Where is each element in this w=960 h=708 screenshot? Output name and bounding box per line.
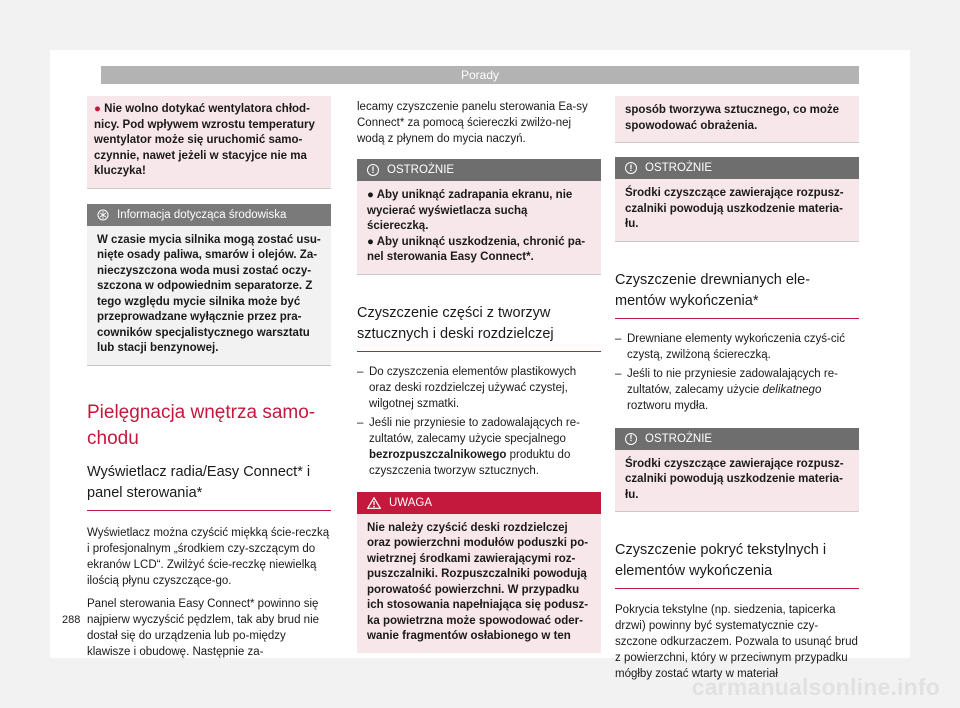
warning-box-header bbox=[357, 492, 601, 514]
bullet-icon: ● bbox=[367, 235, 377, 248]
list-item-text: Drewniane elementy wykończenia czyś-cić czystą, zwilżoną ściereczką. bbox=[627, 332, 845, 361]
caution-bullet-2 bbox=[367, 235, 591, 266]
caution-box-2-title: OSTROŻNIE bbox=[645, 162, 713, 174]
column-2 bbox=[357, 99, 601, 653]
paragraph-textile-cleaning: Pokrycia tekstylne (np. siedzenia, tapicerka drzwi) powinny być systematycznie czy-szczone odkurzaczem. Pozwala to usunąć brud z powierzchni, który w przeciwnym przypadku mógłby zostać wtarty w materiał bbox=[615, 604, 858, 680]
environment-icon bbox=[97, 209, 109, 221]
caution-box-1-body bbox=[357, 181, 601, 275]
warning-box-continued bbox=[87, 96, 331, 189]
column-1 bbox=[87, 96, 331, 660]
list-item bbox=[357, 364, 601, 412]
caution-icon: ! bbox=[367, 164, 379, 176]
paragraph-panel-continued: lecamy czyszczenie panelu sterowania Ea-sy Connect* za pomocą ściereczki zwilżo-nej wodą z płynem do mycia naczyń. bbox=[357, 101, 588, 145]
warning-triangle-icon bbox=[367, 497, 381, 509]
subsection-heading-plastics: Czyszczenie części z tworzyw sztucznych i deski rozdzielczej bbox=[357, 303, 601, 352]
caution-box-2-body: Środki czyszczące zawierające rozpusz-czalniki powodują uszkodzenie materia-łu. bbox=[615, 179, 859, 242]
page-number: 288 bbox=[62, 614, 81, 626]
warning-box-body: Nie należy czyścić deski rozdzielczej oraz powierzchni modułów poduszki po-wietrznej środkami zawierającymi roz-puszczalniki. Rozpuszczalniki powodują porowatość powierzchni. W przypadku ich stosowania napełniająca się podusz-ka powietrzna może spowodować oder-wanie fragmentów osłabionego w ten bbox=[357, 514, 601, 653]
environment-box-body: W czasie mycia silnika mogą zostać usu-nięte osady paliwa, smarów i olejów. Za-nieczyszczona woda musi zostać oczy-szczona w odpowiednim separatorze. Z tego względu mycie silnika może być przeprowadzane wyłącznie przez pra-cowników specjalistycznego warsztatu lub stacji benzynowej. bbox=[87, 226, 331, 366]
dash-marker: – bbox=[615, 367, 622, 380]
dash-marker: – bbox=[615, 332, 622, 345]
environment-box bbox=[87, 204, 331, 366]
caution-bullet-1 bbox=[367, 188, 591, 235]
bullet-icon: ● bbox=[94, 103, 101, 115]
list-item-text bbox=[627, 366, 859, 414]
paragraph-display-cleaning: Wyświetlacz można czyścić miękką ście-reczką i profesjonalnym „środkiem czy-szczącym do ekranów LCD“. Zwilżyć ście-reczkę niewielką ilością płynu czyszczące-go. bbox=[87, 526, 330, 587]
caution-box-3-title: OSTROŻNIE bbox=[645, 432, 713, 445]
list-item-text-part: Jeśli nie przyniesie to zadowalających re-zultatów, zalecamy użycie specjalnego bbox=[369, 416, 580, 445]
list-item bbox=[357, 415, 601, 479]
bullet-icon: ● bbox=[367, 189, 377, 201]
paragraph-panel-cleaning: Panel sterowania Easy Connect* powinno się najpierw wyczyścić pędzlem, tak aby brud nie dostał się do urządzenia lub po-między klawisze i obudowę. Następnie za- bbox=[87, 597, 320, 658]
watermark: carmanualsonline.info bbox=[691, 674, 940, 700]
caution-box-3 bbox=[615, 428, 859, 513]
caution-bullet-1-text: Aby uniknąć zadrapania ekranu, nie wycierać wyświetlacza suchą ściereczką. bbox=[367, 189, 573, 232]
warning-box bbox=[357, 492, 601, 653]
caution-icon: ! bbox=[625, 433, 637, 445]
warning-box-continued: sposób tworzywa sztucznego, co może spowodować obrażenia. bbox=[615, 96, 859, 143]
warning-box-title: UWAGA bbox=[389, 496, 433, 509]
list-item-bold-text: bezrozpuszczalnikowego bbox=[369, 448, 507, 461]
list-item-italic-text: delikatnego bbox=[762, 383, 822, 396]
list-item-text: Do czyszczenia elementów plastikowych oraz deski rozdzielczej używać czystej, wilgotnej szmatki. bbox=[369, 365, 577, 410]
subsection-heading-wood: Czyszczenie drewnianych ele-mentów wykończenia* bbox=[615, 270, 859, 319]
environment-box-header bbox=[87, 204, 331, 226]
subsection-heading-display: Wyświetlacz radia/Easy Connect* i panel sterowania* bbox=[87, 462, 331, 511]
caution-icon: ! bbox=[625, 162, 637, 174]
list-item-text-part: produktu do czyszczenia tworzyw sztucznych. bbox=[369, 448, 571, 477]
list-item-text-part: Jeśli to nie przyniesie zadowalających re-zultatów, zalecamy użycie bbox=[627, 367, 838, 396]
caution-bullet-2-text: Aby uniknąć uszkodzenia, chronić pa-nel sterowania Easy Connect*. bbox=[367, 235, 586, 263]
column-3 bbox=[615, 96, 859, 682]
caution-box-1 bbox=[357, 159, 601, 275]
caution-box-3-body: Środki czyszczące zawierające rozpusz-czalniki powodują uszkodzenie materia-łu. bbox=[615, 450, 859, 513]
list-item bbox=[615, 331, 859, 363]
caution-box-3-header bbox=[615, 428, 859, 450]
section-heading-interior: Pielęgnacja wnętrza samo-chodu bbox=[87, 401, 316, 449]
caution-box-1-header bbox=[357, 159, 601, 181]
caution-box-1-title: OSTROŻNIE bbox=[387, 164, 455, 176]
caution-box-2 bbox=[615, 157, 859, 242]
caution-box-2-header bbox=[615, 157, 859, 179]
dash-marker: – bbox=[357, 365, 364, 378]
page-header: Porady bbox=[101, 66, 859, 84]
environment-box-title: Informacja dotycząca środowiska bbox=[117, 208, 287, 221]
warning-text: Nie wolno dotykać wentylatora chłod-nicy. Pod wpływem wzrostu temperatury wentylator może się uruchomić samo-czynnie, nawet jeżeli w stacyjce nie ma kluczyka! bbox=[94, 103, 315, 177]
list-item-text-part: roztworu mydła. bbox=[627, 399, 709, 412]
dash-marker: – bbox=[357, 416, 364, 429]
list-item-text bbox=[369, 415, 601, 479]
list-item bbox=[615, 366, 859, 414]
subsection-heading-textile: Czyszczenie pokryć tekstylnych i elementów wykończenia bbox=[615, 540, 859, 589]
